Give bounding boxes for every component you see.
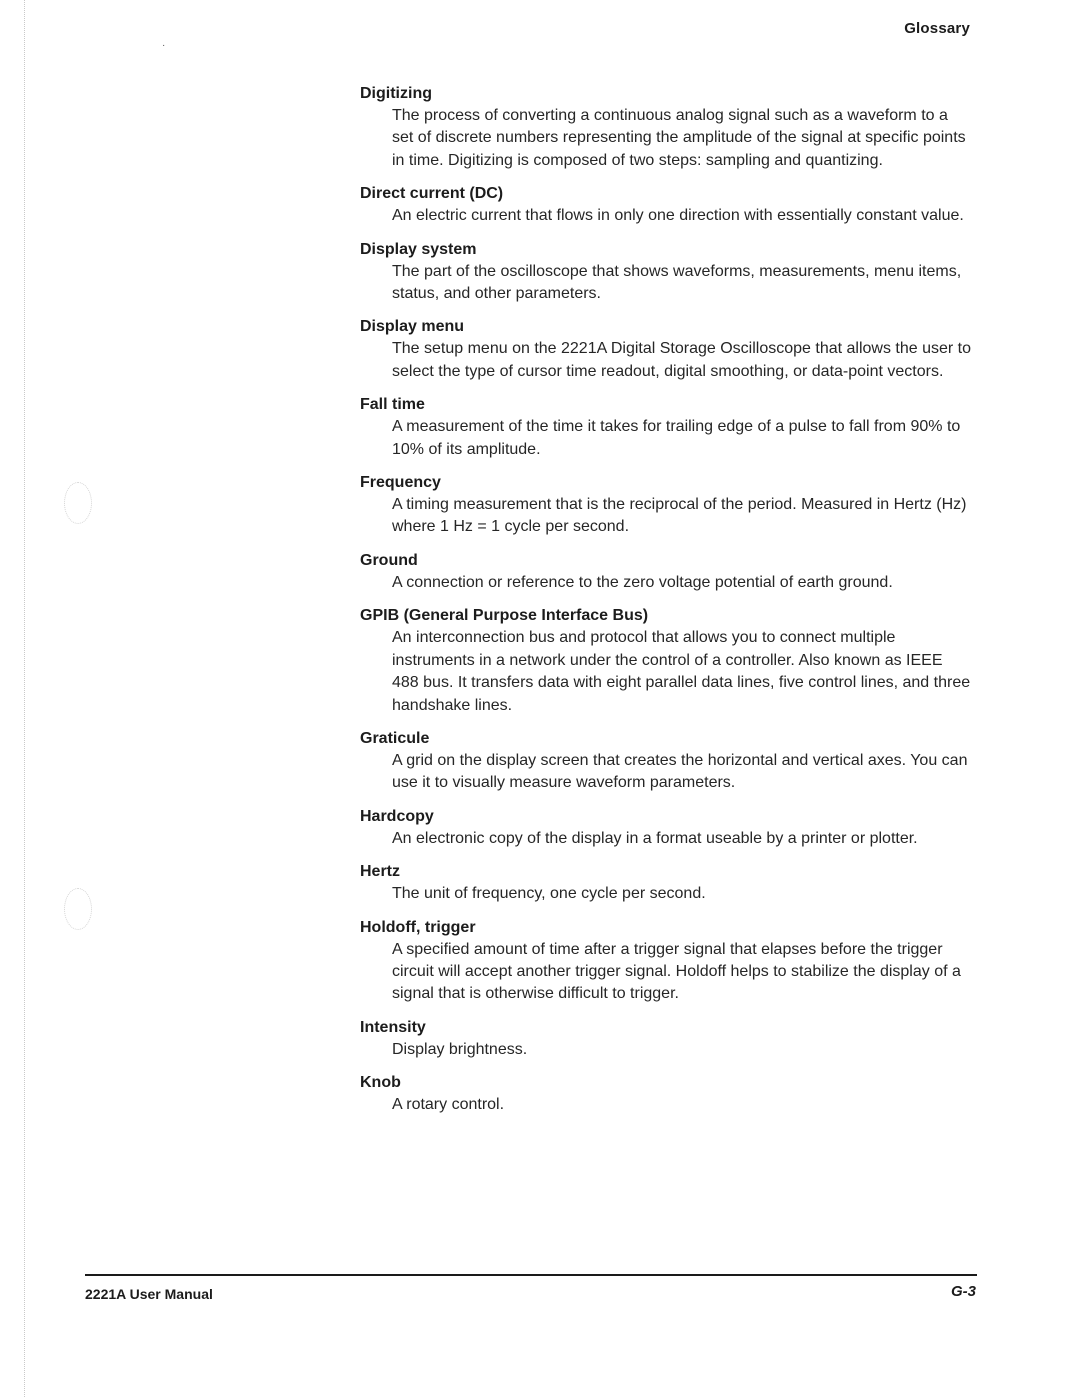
glossary-definition: Display brightness. bbox=[392, 1040, 528, 1058]
glossary-term: Intensity bbox=[360, 1018, 426, 1036]
glossary-definition: The part of the oscilloscope that shows waveforms, measurements, menu items, status, and other parameters. bbox=[392, 262, 962, 303]
glossary-term: Display menu bbox=[360, 318, 465, 336]
glossary-term: Hardcopy bbox=[360, 807, 434, 825]
glossary-term: Knob bbox=[360, 1074, 401, 1092]
glossary-definition: An interconnection bus and protocol that allows you to connect multiple instruments in a network under the control of a controller. Also known as IEEE 488 bus. It transfers data with eight parallel data lines, five control lines, and three handshake lines. bbox=[392, 629, 971, 714]
glossary-term: Ground bbox=[360, 551, 418, 569]
glossary-entry bbox=[360, 83, 972, 172]
glossary-entry bbox=[360, 394, 972, 461]
glossary-definition: The unit of frequency, one cycle per second. bbox=[392, 885, 706, 903]
glossary-entry bbox=[360, 1017, 972, 1061]
glossary-entry bbox=[360, 728, 972, 795]
scan-edge-mark bbox=[24, 0, 25, 1397]
footer-page-number: G-3 bbox=[950, 1283, 976, 1300]
glossary-definition: A rotary control. bbox=[392, 1096, 505, 1114]
running-header: Glossary bbox=[904, 20, 970, 37]
glossary-list bbox=[360, 83, 972, 1128]
glossary-term: Digitizing bbox=[360, 85, 432, 102]
glossary-term: Frequency bbox=[360, 474, 441, 492]
glossary-entry bbox=[360, 806, 972, 850]
glossary-entry bbox=[360, 472, 972, 539]
glossary-term: Display system bbox=[360, 240, 477, 258]
glossary-entry bbox=[360, 183, 972, 227]
glossary-definition: An electric current that flows in only one direction with essentially constant value. bbox=[392, 207, 964, 225]
glossary-entry bbox=[360, 239, 972, 306]
glossary-term: Fall time bbox=[360, 396, 425, 414]
glossary-definition: A grid on the display screen that creates the horizontal and vertical axes. You can use it to visually measure waveform parameters. bbox=[392, 751, 968, 792]
footer-manual-title: 2221A User Manual bbox=[85, 1286, 213, 1302]
glossary-definition: The setup menu on the 2221A Digital Storage Oscilloscope that allows the user to select the type of cursor time readout, digital smoothing, or data-point vectors. bbox=[392, 340, 972, 380]
glossary-term: Graticule bbox=[360, 729, 430, 747]
punch-hole-mark bbox=[64, 482, 92, 524]
glossary-entry bbox=[360, 316, 972, 383]
punch-hole-mark bbox=[64, 888, 92, 930]
glossary-entry bbox=[360, 550, 972, 594]
glossary-entry bbox=[360, 1072, 972, 1116]
glossary-entry bbox=[360, 605, 972, 717]
glossary-definition: A specified amount of time after a trigger signal that elapses before the trigger circuit will accept another trigger signal. Holdoff helps to stabilize the display of a signal that is otherwise difficult to trigger. bbox=[392, 940, 961, 1003]
glossary-definition: A connection or reference to the zero voltage potential of earth ground. bbox=[392, 573, 893, 591]
footer-divider bbox=[85, 1274, 977, 1276]
glossary-definition: An electronic copy of the display in a format useable by a printer or plotter. bbox=[392, 829, 918, 847]
scan-speck: · bbox=[162, 40, 166, 51]
glossary-entry bbox=[360, 917, 972, 1006]
glossary-term: Direct current (DC) bbox=[360, 185, 504, 203]
glossary-definition: A measurement of the time it takes for trailing edge of a pulse to fall from 90% to 10% of its amplitude. bbox=[392, 418, 961, 458]
glossary-term: Hertz bbox=[360, 863, 401, 881]
glossary-definition: A timing measurement that is the reciprocal of the period. Measured in Hertz (Hz) where 1 Hz = 1 cycle per second. bbox=[392, 496, 967, 536]
glossary-definition: The process of converting a continuous analog signal such as a waveform to a set of discrete numbers representing the amplitude of the signal at specific points in time. Digitizing is composed of two steps: sampling and quantizing. bbox=[392, 107, 966, 169]
glossary-entry bbox=[360, 861, 972, 905]
glossary-term: GPIB (General Purpose Interface Bus) bbox=[360, 607, 649, 625]
glossary-term: Holdoff, trigger bbox=[360, 918, 476, 936]
